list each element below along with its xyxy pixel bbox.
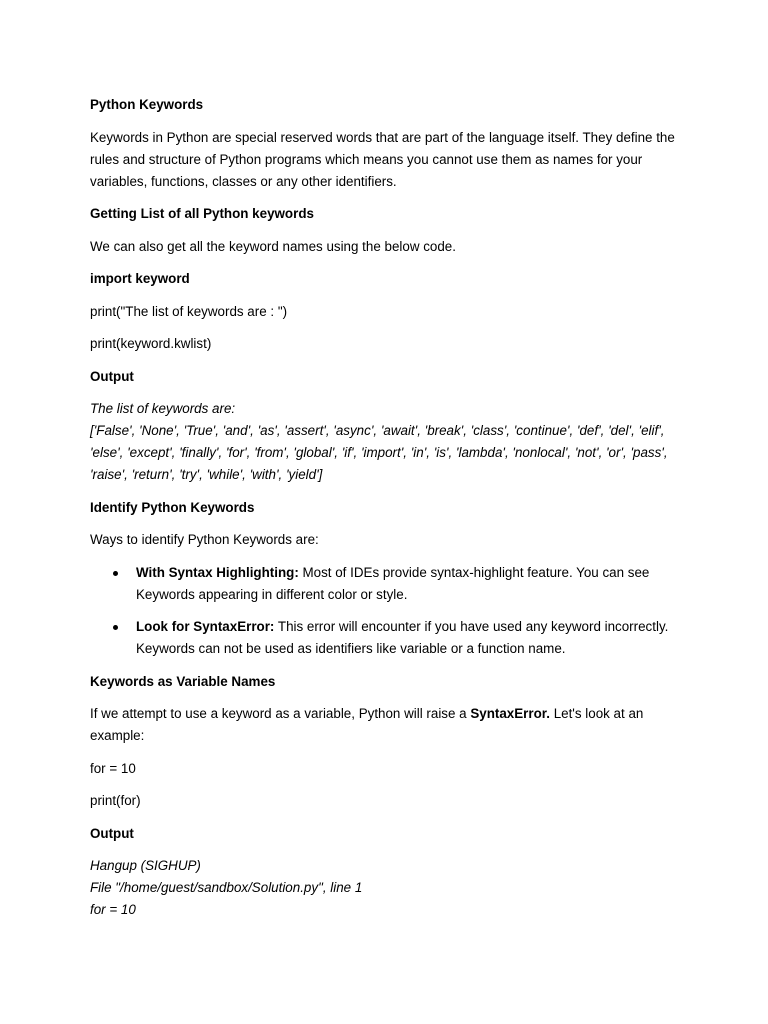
syntax-error-term: SyntaxError. <box>470 706 550 721</box>
section-heading-keyword-list: Getting List of all Python keywords <box>90 206 314 221</box>
section-heading-identify: Identify Python Keywords <box>90 499 255 515</box>
output-line-label: The list of keywords are: <box>90 401 236 416</box>
section-heading-variable-names: Keywords as Variable Names <box>90 673 276 689</box>
page-title: Python Keywords <box>90 97 204 112</box>
code-line-print-kwlist: print(keyword.kwlist) <box>90 336 212 351</box>
output-line-code: for = 10 <box>90 902 136 917</box>
bullet-term: Look for SyntaxError: <box>136 619 275 634</box>
code-line-print-label: print("The list of keywords are : ") <box>90 303 288 319</box>
bullet-description: This error will encounter if you have used any keyword incorrectly. Keywords can not be used as identifiers like variable or a function name. <box>136 619 669 656</box>
output-line-file: File "/home/guest/sandbox/Solution.py", line 1 <box>90 880 363 895</box>
output-line-keyword-list: ['False', 'None', 'True', 'and', 'as', 'assert', 'async', 'await', 'break', 'class', 'continue', 'def', 'del', 'elif', 'else', 'except', 'finally', 'for', 'from', 'global', 'if', 'import', 'in', 'is', 'lambda', 'nonlocal', 'not', 'or', 'pass', 'raise', 'return', 'try', 'while', 'with', 'yield'] <box>90 423 668 482</box>
output-block-keywords <box>90 398 688 486</box>
code-line-print-for: print(for) <box>90 793 141 808</box>
output-heading: Output <box>90 368 134 384</box>
bullet-dot-icon <box>113 625 118 630</box>
list-item <box>90 616 688 660</box>
output-heading: Output <box>90 825 134 841</box>
bullet-description: Most of IDEs provide syntax-highlight feature. You can see Keywords appearing in different color or style. <box>136 564 650 602</box>
output-block-error <box>90 855 688 921</box>
code-line-assignment: for = 10 <box>90 760 136 776</box>
section-text-variable-names <box>90 703 688 747</box>
section-text-keyword-list: We can also get all the keyword names using the below code. <box>90 238 456 254</box>
output-line-hangup: Hangup (SIGHUP) <box>90 858 201 873</box>
list-item <box>90 562 688 606</box>
code-line-import: import keyword <box>90 271 190 286</box>
intro-paragraph: Keywords in Python are special reserved words that are part of the language itself. They define the rules and structure of Python programs which means you cannot use them as names for your variables, functions, classes or any other identifiers. <box>90 129 675 189</box>
bullet-dot-icon <box>113 571 118 576</box>
bullet-term: With Syntax Highlighting: <box>136 564 299 580</box>
text-segment: Let's look at an example: <box>90 706 644 743</box>
identify-bullet-list <box>90 562 688 661</box>
text-segment: If we attempt to use a keyword as a variable, Python will raise a <box>90 706 471 721</box>
section-text-identify: Ways to identify Python Keywords are: <box>90 532 319 547</box>
